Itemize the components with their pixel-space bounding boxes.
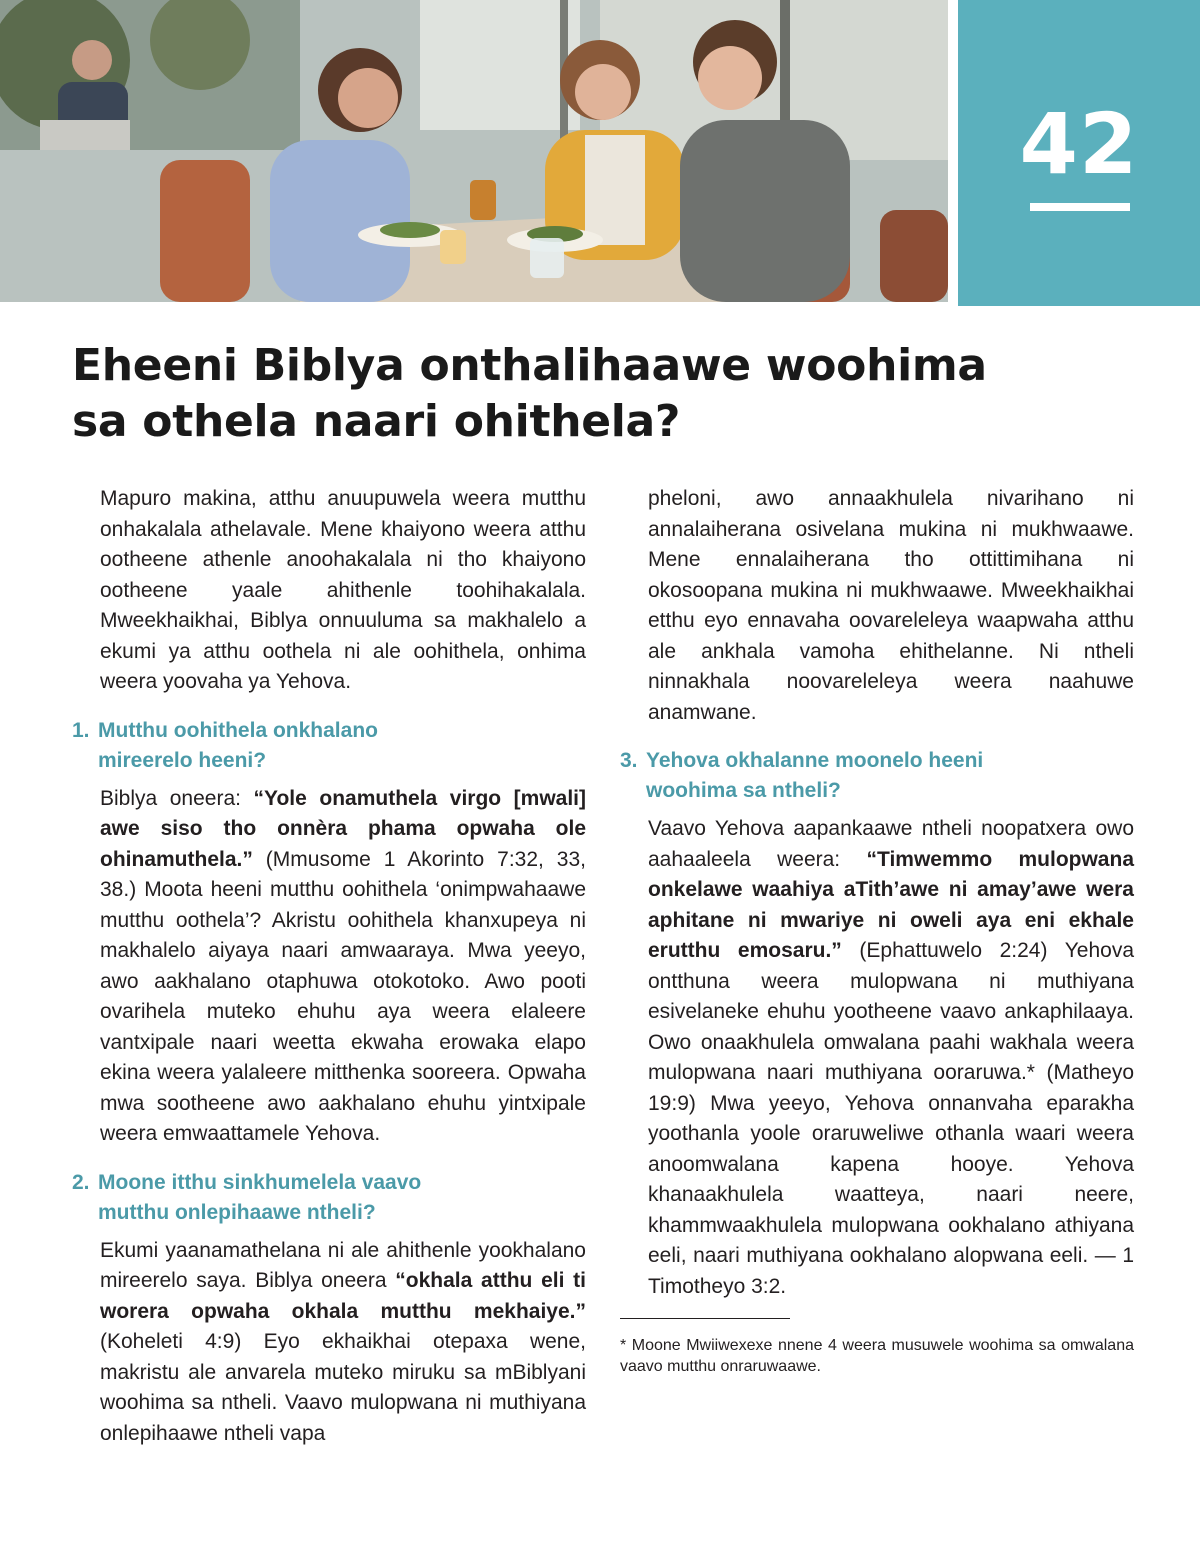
question-1-paragraph	[72, 784, 586, 1150]
header-photo	[0, 0, 948, 302]
page-title-line-2: sa othela naari ohithela?	[72, 396, 681, 447]
page-title	[72, 338, 1132, 450]
question-3-paragraph	[620, 814, 1134, 1302]
question-3-line-2: woohima sa ntheli?	[646, 779, 841, 802]
question-1-quote: “Yole onamuthela virgo [mwali] awe siso tho onnèra phama opwaha ole ohinamuthela.”	[100, 786, 587, 871]
question-2-number: 2.	[72, 1170, 90, 1194]
question-1-line-1: Mutthu oohithela onkhalano	[98, 718, 378, 742]
lesson-number-badge	[958, 0, 1200, 306]
question-2-heading	[72, 1168, 586, 1228]
question-3-line-1: Yehova okhalanne moonelo heeni	[646, 749, 984, 772]
question-2-quote: “okhala atthu eli ti worera opwaha okhala mutthu mekhaiye.”	[100, 1269, 586, 1323]
right-column	[620, 484, 1134, 1377]
question-1-heading	[72, 716, 586, 776]
question-3-text-start: Vaavo Yehova aapankaawe ntheli noopatxera owo aahaaleela weera:	[648, 817, 1134, 871]
question-3-number: 3.	[620, 749, 638, 772]
footnote-divider	[620, 1318, 790, 1319]
question-1-text-end: (Mmusome 1 Akorinto 7:32, 33, 38.) Moota heeni mutthu oohithela ‘onimpwahaawe mutthu oothela’? Akristu oohithela khanxupeya ni makhalelo aiyaya naari amwaaraya. Mwa yeeyo, awo aakhalano otaphuwa otokotoko. Awo pooti ovarihela muteko ehuhu aya weera elaleere vantxipale naari weetta ekwaha erowaka elapo ekina weera yalaleere mitthenka sooreera. Opwaha mwa sootheene awo aakhalano ehuhu yintxipale weera emwaattamele Yehova.	[100, 847, 586, 1145]
footnote: * Moone Mwiiwexexe nnene 4 weera musuwele woohima sa omwalana vaavo mutthu onraruwaawe.	[620, 1337, 1134, 1375]
question-3-heading	[620, 746, 1134, 806]
question-3-quote: “Timwemmo mulopwana onkelawe waahiya aTith’awe ni amay’awe wera aphitane ni mwariye ni oweli aya eni ekhale erutthu emosaru.”	[648, 847, 1134, 962]
badge-underline	[1030, 203, 1130, 211]
question-2-paragraph	[72, 1236, 586, 1450]
page-title-line-1: Eheeni Biblya onthalihaawe woohima	[72, 340, 987, 391]
question-2-text-start: Ekumi yaanamathelana ni ale ahithenle yookhalano mireerelo saya. Biblya oneera	[100, 1238, 586, 1292]
question-1-number: 1.	[72, 718, 90, 742]
question-2-line-2: mutthu onlepihaawe ntheli?	[98, 1200, 376, 1224]
question-2-paragraph-continued: pheloni, awo annaakhulela nivarihano ni annalaiherana osivelana mukina ni mukhwaawe. Mene ennalaiherana tho ottittimihana ni okosoopana mukina ni mukhwaawe. Mweekhaikhai etthu eyo ennavaha oovareleleya waapwaha atthu ale ankhala vamoha ehithelanne. Ni ntheli ninnakhala noovareleleya weera naahuwe anamwane.	[648, 487, 1134, 724]
left-column	[72, 484, 586, 1449]
question-2-line-1: Moone itthu sinkhumelela vaavo	[98, 1170, 422, 1194]
question-2-text-end: (Koheleti 4:9) Eyo ekhaikhai otepaxa wene, makristu ale anvarela muteko miruku sa mBiblyani woohima sa ntheli. Vaavo mulopwana ni muthiyana onlepihaawe ntheli vapa	[100, 1330, 586, 1445]
intro-paragraph: Mapuro makina, atthu anuupuwela weera mutthu onhakalala athelavale. Mene khaiyono weera atthu ootheene athenle anoohakalala ni tho khaiyono ootheene yaale ahithenle toohihakalala. Mweekhaikhai, Biblya onnuuluma sa makhalelo a ekumi ya atthu oothela ni ale oohithela, onhima weera yoovaha ya Yehova.	[100, 487, 586, 693]
question-3-text-end: (Ephattuwelo 2:24) Yehova ontthuna weera mulopwana ni muthiyana esivelaneke ehuhu yootheene vaavo ankaphilaaya. Owo onaakhulela omwalana paahi wakhala weera mulopwana naari muthiyana ooraruwa.* (Matheyo 19:9) Mwa yeeyo, Yehova onnanvaha eparakha yoothanla yoole oraruweliwe othanla waari weera anoomwalana kapena hooye. Yehova khanaakhulela waatteya, naari neere, khammwaakhulela mulopwana ookhalano athiyana eeli, naari muthiyana ookhalano alopwana eeli. — 1 Timotheyo 3:2.	[648, 939, 1134, 1298]
question-1-line-2: mireerelo heeni?	[98, 748, 267, 772]
lesson-number: 42	[1019, 95, 1139, 193]
question-1-text-start: Biblya oneera:	[100, 786, 254, 810]
